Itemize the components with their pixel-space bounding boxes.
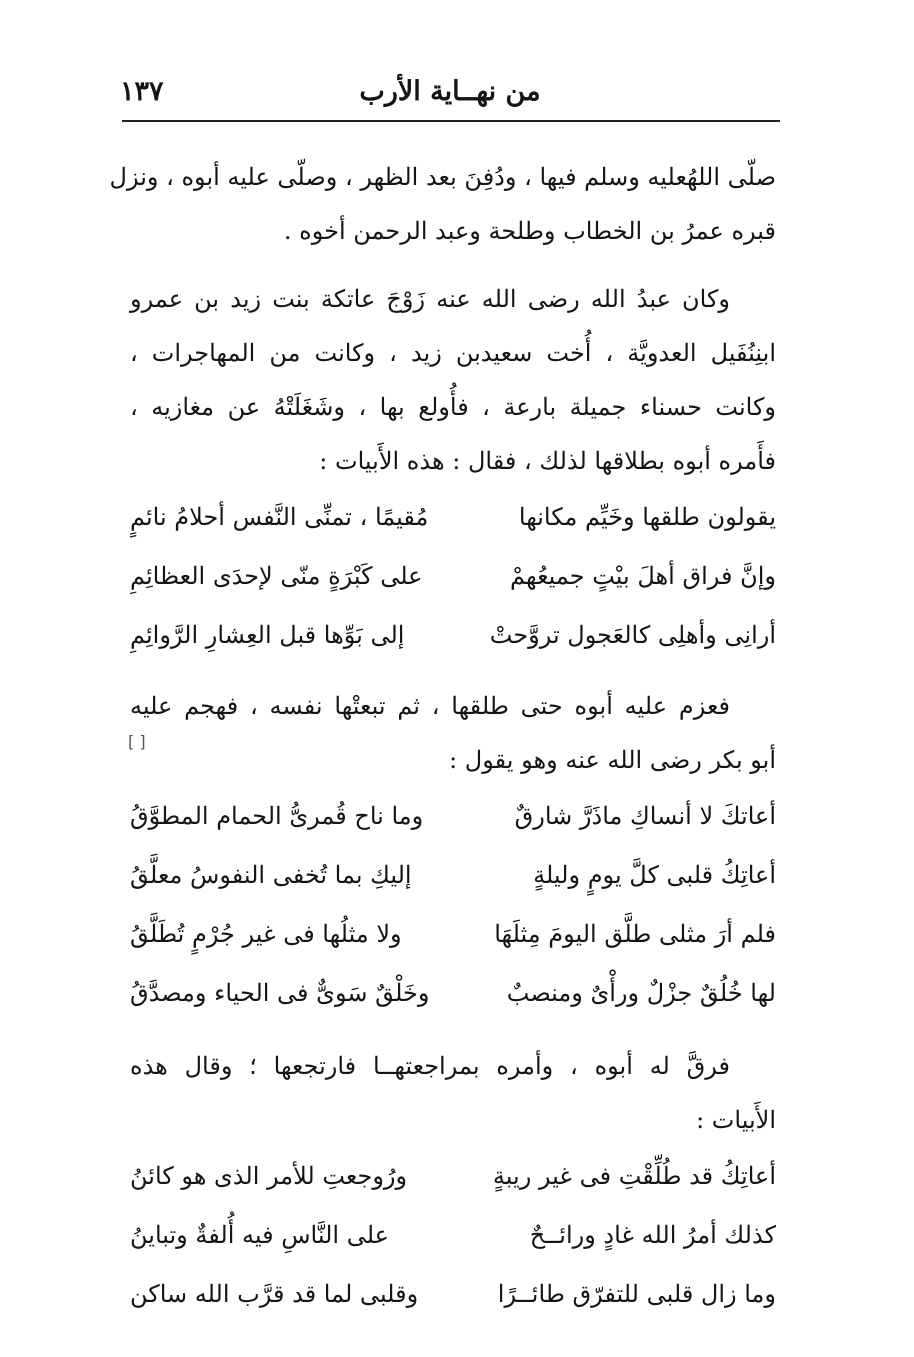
verse (130, 787, 776, 846)
page-header (120, 72, 780, 112)
paragraph-2 (130, 272, 776, 488)
verse-first-hemistich: لها خُلُقٌ جزْلٌ ورأْىٌ ومنصبٌ (506, 979, 776, 1007)
verse (130, 1206, 776, 1265)
poem-1 (130, 488, 776, 665)
verse (130, 547, 776, 606)
paragraph-1 (109, 150, 776, 258)
verse-first-hemistich: وإنَّ فراق أهلَ بيْتٍ جميعُهمْ (510, 562, 776, 590)
paragraph-3 (130, 679, 776, 787)
verse-first-hemistich: كذلك أمرُ الله غادٍ ورائــحٌ (529, 1221, 776, 1249)
poem-3 (130, 1147, 776, 1324)
verse-second-hemistich: على النَّاسِ فيه أُلفةٌ وتباينُ (130, 1221, 389, 1249)
verse (130, 606, 776, 665)
verse (130, 846, 776, 905)
text-line: صلّى اللهُعليه وسلم فيها ، ودُفِنَ بعد الظهر ، وصلّى عليه أبوه ، ونزل (109, 163, 776, 191)
verse (130, 1265, 776, 1324)
verse-first-hemistich: أرانِى وأهلِى كالعَجول تروَّحتْ (489, 621, 776, 649)
verse-second-hemistich: مُقيمًا ، تمنِّى النَّفس أحلامُ نائمٍ (130, 503, 429, 531)
verse-second-hemistich: ولا مثلُها فى غير جُرْمٍ تُطَلَّقُ (130, 920, 402, 948)
verse-first-hemistich: فلم أرَ مثلى طلَّق اليومَ مِثلَهَا (494, 920, 776, 948)
text-line: فأَمره أبوه بطلاقها لذلك ، فقال : هذه الأَبيات : (319, 447, 776, 475)
text-line: قبره عمرُ بن الخطاب وطلحة وعبد الرحمن أخوه . (283, 217, 776, 245)
running-title: من نهــاية الأرب (359, 76, 541, 107)
text-line: ابنِنُفَيل العدويَّة ، أُخت سعيدبن زيد ، وكانت من المهاجرات ، (130, 339, 776, 367)
text-line: وكانت حسناء جميلة بارعة ، فأُولع بها ، وشَغَلَتْهُ عن مغازيه ، (130, 393, 777, 421)
header-rule (122, 120, 780, 122)
verse (130, 905, 776, 964)
verse-second-hemistich: وما ناح قُمرىُّ الحمام المطوَّقُ (130, 802, 424, 830)
text-line: فعزم عليه أبوه حتى طلقها ، ثم تبعتْها نفسه ، فهجم عليه (130, 692, 730, 720)
verse-second-hemistich: إليكِ بما تُخفى النفوسُ معلَّقُ (130, 861, 412, 889)
text-line: أبو بكر رضى الله عنه وهو يقول : (449, 746, 776, 774)
verse-second-hemistich: ورُوجعتِ للأمر الذى هو كائنُ (130, 1162, 408, 1190)
verse-first-hemistich: أعاتكَ لا أنساكِ ماذَرَّ شارقٌ (514, 802, 776, 830)
verse-second-hemistich: على كَبْرَةٍ منّى لإحدَى العظائِمِ (130, 562, 423, 590)
page-body (109, 150, 777, 1324)
paragraph-4 (130, 1039, 776, 1147)
verse-first-hemistich: أعاتِكُ قد طُلِّقْتِ فى غير ريبةٍ (492, 1162, 776, 1190)
verse (130, 488, 776, 547)
verse (130, 1147, 776, 1206)
text-line: الأَبيات : (696, 1106, 776, 1134)
verse-first-hemistich: وما زال قلبى للتفرّق طائــرًا (497, 1280, 776, 1308)
bracket-mark: [ ] (128, 732, 146, 751)
verse-second-hemistich: وقلبى لما قد قرَّب الله ساكن (130, 1280, 419, 1308)
poem-2 (130, 787, 776, 1023)
text-line: فرقَّ له أبوه ، وأمره بمراجعتهــا فارتجعها ؛ وقال هذه (130, 1052, 730, 1080)
verse (130, 964, 776, 1023)
page-number: ١٣٧ (120, 76, 164, 107)
verse-first-hemistich: يقولون طلقها وخَيِّم مكانها (518, 503, 776, 531)
verse-first-hemistich: أعاتِكُ قلبى كلَّ يومٍ وليلةٍ (533, 861, 776, 889)
verse-second-hemistich: إلى بَوِّها قبل العِشارِ الرَّوائِمِ (130, 621, 405, 649)
text-line: وكان عبدُ الله رضى الله عنه زَوْجَ عاتكة بنت زيد بن عمرو (130, 285, 730, 313)
verse-second-hemistich: وخَلْقٌ سَوىٌّ فى الحياء ومصدَّقُ (130, 979, 430, 1007)
